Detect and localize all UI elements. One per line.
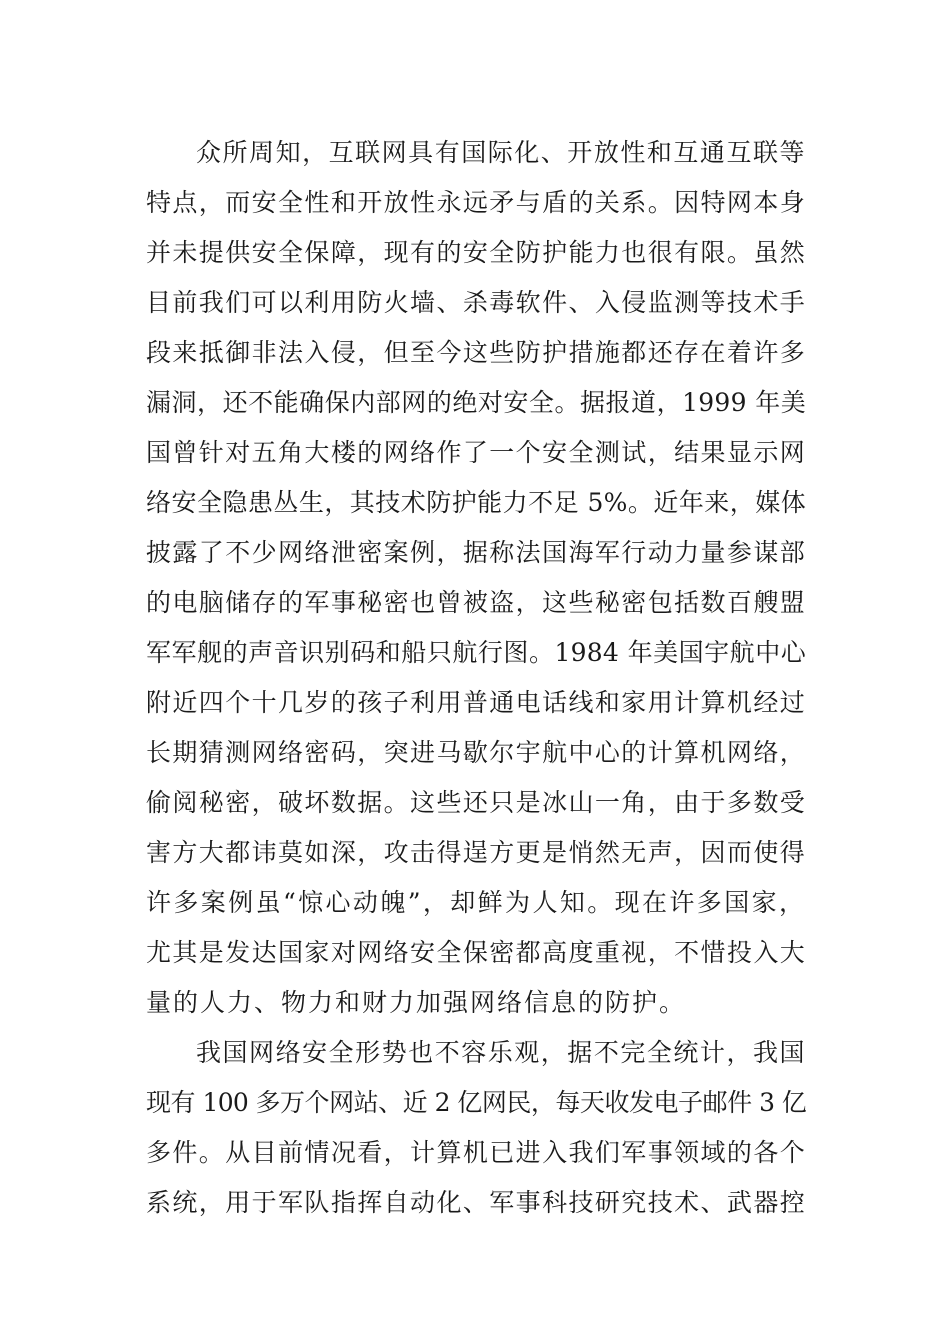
- paragraph-1-line-18: 量的人力、物力和财力加强网络信息的防护。: [146, 988, 687, 1017]
- paragraph-1-line-15: 害方大都讳莫如深，攻击得逞方更是悄然无声，因而使得: [146, 838, 806, 867]
- paragraph-1-line-14: 偷阅秘密，破坏数据。这些还只是冰山一角，由于多数受: [146, 788, 806, 817]
- paragraph-1-line-2: 特点，而安全性和开放性永远矛与盾的关系。因特网本身: [146, 188, 806, 217]
- paragraph-1-line-12: 附近四个十几岁的孩子利用普通电话线和家用计算机经过: [146, 688, 806, 717]
- paragraph-2-line-1: 我国网络安全形势也不容乐观，据不完全统计，我国: [196, 1038, 806, 1067]
- paragraph-2-line-4: 系统，用于军队指挥自动化、军事科技研究技术、武器控: [146, 1188, 806, 1217]
- paragraph-2-line-2: 现有 100 多万个网站、近 2 亿网民，每天收发电子邮件 3 亿: [146, 1088, 806, 1117]
- paragraph-1-line-4: 目前我们可以利用防火墙、杀毒软件、入侵监测等技术手: [146, 288, 806, 317]
- paragraph-1-line-16: 许多案例虽“惊心动魄”，却鲜为人知。现在许多国家，: [146, 888, 806, 917]
- paragraph-1-line-9: 披露了不少网络泄密案例，据称法国海军行动力量参谋部: [146, 538, 806, 567]
- paragraph-1-line-13: 长期猜测网络密码，突进马歇尔宇航中心的计算机网络，: [146, 738, 806, 767]
- paragraph-1-line-5: 段来抵御非法入侵，但至今这些防护措施都还存在着许多: [146, 338, 806, 367]
- paragraph-1-line-6: 漏洞，还不能确保内部网的绝对安全。据报道，1999 年美: [146, 388, 806, 417]
- paragraph-1-line-17: 尤其是发达国家对网络安全保密都高度重视，不惜投入大: [146, 938, 806, 967]
- paragraph-1-line-8: 络安全隐患丛生，其技术防护能力不足 5%。近年来，媒体: [146, 488, 806, 517]
- paragraph-2-line-3: 多件。从目前情况看，计算机已进入我们军事领域的各个: [146, 1138, 806, 1167]
- paragraph-1-line-3: 并未提供安全保障，现有的安全防护能力也很有限。虽然: [146, 238, 806, 267]
- paragraph-1-line-10: 的电脑储存的军事秘密也曾被盗，这些秘密包括数百艘盟: [146, 588, 806, 617]
- paragraph-1-line-1: 众所周知，互联网具有国际化、开放性和互通互联等: [196, 138, 806, 167]
- paragraph-1-line-7: 国曾针对五角大楼的网络作了一个安全测试，结果显示网: [146, 438, 806, 467]
- paragraph-1-line-11: 军军舰的声音识别码和船只航行图。1984 年美国宇航中心: [146, 638, 806, 667]
